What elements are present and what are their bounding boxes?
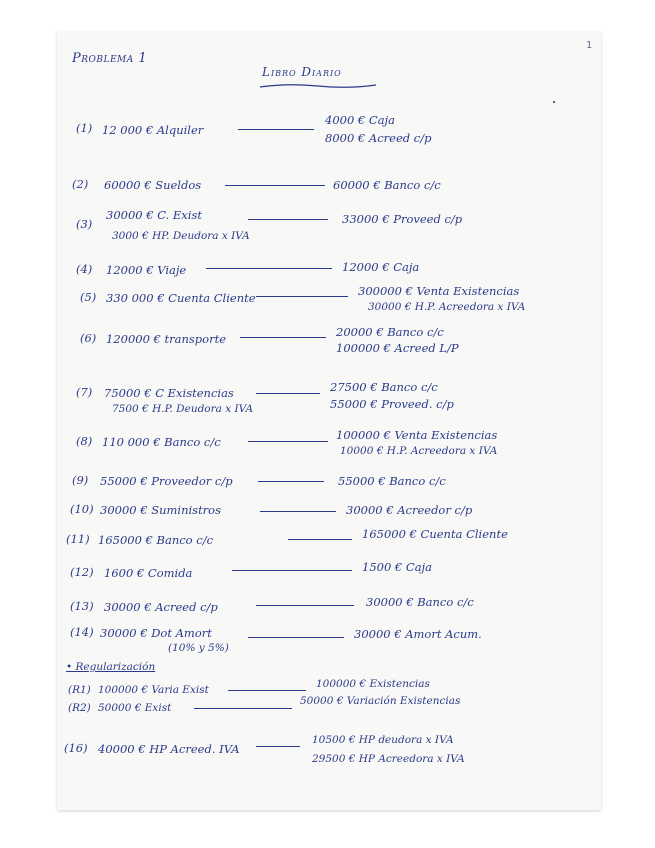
entry-4-number: (4) — [76, 262, 93, 276]
entry-16-line — [256, 746, 300, 747]
entry-2-number: (2) — [72, 177, 89, 191]
entry-8-credit-2: 10000 € H.P. Acreedora x IVA — [340, 445, 498, 457]
entry-4-line — [206, 268, 332, 269]
reg-2-line — [194, 708, 292, 709]
entry-7-credit-2: 55000 € Proveed. c/p — [330, 397, 454, 411]
entry-3-debit-1: 30000 € C. Exist — [106, 208, 202, 222]
entry-2-credit: 60000 € Banco c/c — [333, 178, 441, 192]
entry-12-debit: 1600 € Comida — [104, 566, 193, 580]
entry-6-credit-2: 100000 € Acreed L/P — [336, 341, 459, 355]
entry-7-debit-1: 75000 € C Existencias — [104, 386, 234, 400]
entry-10-debit: 30000 € Suministros — [100, 503, 222, 517]
entry-1-number: (1) — [76, 121, 93, 135]
entry-8-line — [248, 441, 328, 442]
entry-5-debit: 330 000 € Cuenta Cliente — [106, 291, 256, 305]
entry-8-debit: 110 000 € Banco c/c — [102, 435, 221, 449]
entry-6-line — [240, 337, 326, 338]
reg-1-number: (R1) — [68, 684, 91, 696]
entry-13-number: (13) — [70, 599, 94, 613]
entry-5-number: (5) — [80, 290, 97, 304]
reg-2-number: (R2) — [68, 702, 91, 714]
entry-12-number: (12) — [70, 565, 94, 579]
book-title: Libro Diario — [262, 65, 342, 79]
entry-10-line — [260, 511, 336, 512]
entry-6-debit: 120000 € transporte — [106, 332, 227, 346]
entry-11-number: (11) — [66, 532, 90, 546]
regularization-label: • Regularización — [66, 661, 156, 673]
entry-9-debit: 55000 € Proveedor c/p — [100, 474, 233, 488]
entry-16-credit-1: 10500 € HP deudora x IVA — [312, 734, 454, 746]
corner-mark: 1 — [586, 40, 593, 51]
entry-4-debit: 12000 € Viaje — [106, 263, 187, 277]
entry-3-debit-2: 3000 € HP. Deudora x IVA — [112, 230, 250, 242]
entry-8-credit-1: 100000 € Venta Existencias — [336, 428, 498, 442]
entry-14-debit-2: (10% y 5%) — [168, 642, 229, 654]
entry-6-number: (6) — [80, 331, 97, 345]
entry-14-line — [248, 637, 344, 638]
entry-11-line — [288, 539, 352, 540]
entry-16-debit: 40000 € HP Acreed. IVA — [98, 742, 240, 756]
entry-5-credit-2: 30000 € H.P. Acreedora x IVA — [368, 301, 526, 313]
entry-16-number: (16) — [64, 741, 88, 755]
ink-dot — [553, 101, 555, 103]
reg-2-credit: 50000 € Variación Existencias — [300, 695, 461, 707]
problem-title: Problema 1 — [72, 51, 148, 66]
reg-1-credit: 100000 € Existencias — [316, 678, 430, 690]
entry-3-line — [248, 219, 328, 220]
entry-1-line — [238, 129, 314, 130]
entry-13-debit: 30000 € Acreed c/p — [104, 600, 218, 614]
entry-7-line — [256, 393, 320, 394]
entry-11-credit: 165000 € Cuenta Cliente — [362, 527, 508, 541]
entry-5-line — [256, 296, 348, 297]
entry-10-credit: 30000 € Acreedor c/p — [346, 503, 473, 517]
entry-13-credit: 30000 € Banco c/c — [366, 595, 474, 609]
entry-2-line — [225, 185, 325, 186]
entry-3-credit: 33000 € Proveed c/p — [342, 212, 463, 226]
entry-6-credit-1: 20000 € Banco c/c — [336, 325, 444, 339]
entry-13-line — [256, 605, 354, 606]
reg-1-line — [228, 690, 306, 691]
entry-12-line — [232, 570, 352, 571]
entry-14-credit: 30000 € Amort Acum. — [354, 627, 482, 641]
entry-2-debit: 60000 € Sueldos — [104, 178, 202, 192]
entry-8-number: (8) — [76, 434, 93, 448]
entry-12-credit: 1500 € Caja — [362, 560, 432, 574]
entry-14-debit-1: 30000 € Dot Amort — [100, 626, 212, 640]
entry-14-number: (14) — [70, 625, 94, 639]
entry-10-number: (10) — [70, 502, 94, 516]
entry-11-debit: 165000 € Banco c/c — [98, 533, 214, 547]
entry-3-number: (3) — [76, 217, 93, 231]
entry-9-line — [258, 481, 324, 482]
entry-1-credit-2: 8000 € Acreed c/p — [325, 131, 432, 145]
entry-16-credit-2: 29500 € HP Acreedora x IVA — [312, 753, 465, 765]
entry-7-number: (7) — [76, 385, 93, 399]
entry-7-debit-2: 7500 € H.P. Deudora x IVA — [112, 403, 254, 415]
entry-1-debit: 12 000 € Alquiler — [102, 123, 204, 137]
title-underline — [258, 82, 378, 90]
entry-7-credit-1: 27500 € Banco c/c — [330, 380, 438, 394]
entry-4-credit: 12000 € Caja — [342, 260, 420, 274]
entry-9-credit: 55000 € Banco c/c — [338, 474, 446, 488]
entry-9-number: (9) — [72, 473, 89, 487]
entry-1-credit-1: 4000 € Caja — [325, 113, 395, 127]
entry-5-credit-1: 300000 € Venta Existencias — [358, 284, 520, 298]
reg-2-debit: 50000 € Exist — [98, 702, 172, 714]
reg-1-debit: 100000 € Varia Exist — [98, 684, 209, 696]
